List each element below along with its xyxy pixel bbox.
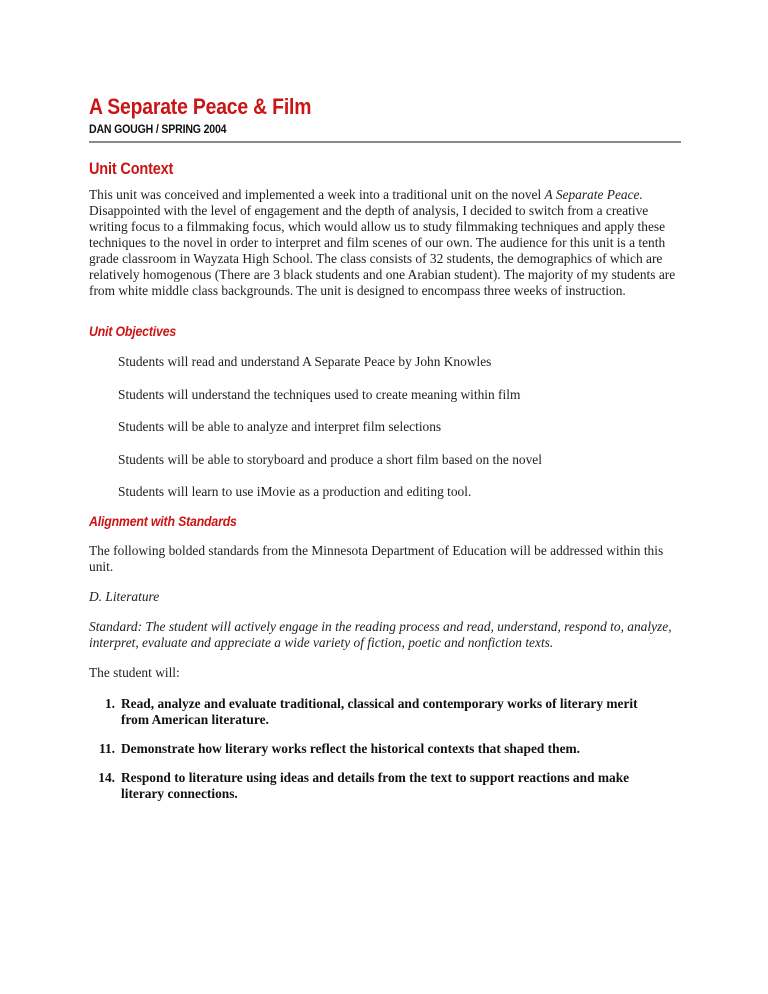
standards-category: D. Literature (89, 589, 160, 604)
objectives-list (118, 354, 681, 500)
standard-item-number: 11. (99, 741, 115, 756)
objective-item: Students will understand the techniques used to create meaning within film (118, 386, 521, 402)
objective-item: Students will be able to analyze and interpret film selections (118, 419, 442, 434)
unit-context-heading: Unit Context (89, 160, 174, 178)
objective-item: Students will read and understand A Separate Peace by John Knowles (118, 354, 492, 369)
standard-item-text: Read, analyze and evaluate traditional, classical and contemporary works of literary merit from American literature. (121, 696, 638, 727)
standards-numbered-list (89, 696, 681, 802)
standard-item-text: Respond to literature using ideas and details from the text to support reactions and make literary connections. (121, 770, 630, 801)
context-text-rest: Disappointed with the level of engagement and the depth of analysis, I decided to switch from a creative writing focus to a filmmaking focus, which would allow us to study filmmaking techniques and apply these techniques to the novel in order to interpret and film scenes of our own. The audience for this unit is a tenth grade classroom in Wayzata High School. The class consists of 32 students, the demographics of which are relatively homogenous (There are 3 black students and one Arabian student). The majority of my students are from white middle class backgrounds. The unit is designed to encompass three weeks of instruction. (89, 203, 676, 298)
unit-context-paragraph (89, 187, 681, 299)
byline (89, 122, 681, 136)
objective-item: Students will be able to storyboard and produce a short film based on the novel (118, 451, 542, 467)
objective-item: Students will learn to use iMovie as a production and editing tool. (118, 484, 472, 499)
standards-intro-paragraph: The following bolded standards from the Minnesota Department of Education will be addressed within this unit. (89, 543, 664, 574)
standard-item (89, 770, 681, 802)
novel-title-italic: A Separate Peace. (544, 187, 643, 202)
document-header (89, 95, 681, 143)
context-text-start: This unit was conceived and implemented a week into a traditional unit on the novel (89, 187, 545, 202)
document-content (89, 95, 681, 802)
standard-item-number: 14. (98, 770, 115, 785)
student-will-lead: The student will: (89, 665, 180, 680)
standard-item-text: Demonstrate how literary works reflect the historical contexts that shaped them. (121, 741, 581, 756)
standards-statement: Standard: The student will actively engage in the reading process and read, understand, respond to, analyze, interpret, evaluate and appreciate a wide variety of fiction, poetic and nonfiction texts. (89, 619, 672, 650)
standard-item-number: 1. (104, 696, 115, 711)
standard-item (89, 696, 681, 728)
alignment-standards-heading: Alignment with Standards (89, 513, 237, 529)
standard-item (89, 741, 681, 757)
unit-objectives-heading: Unit Objectives (89, 323, 177, 339)
byline-text: DAN GOUGH / SPRING 2004 (89, 122, 227, 136)
page-title-text: A Separate Peace & Film (89, 94, 312, 119)
page-title (89, 95, 681, 119)
